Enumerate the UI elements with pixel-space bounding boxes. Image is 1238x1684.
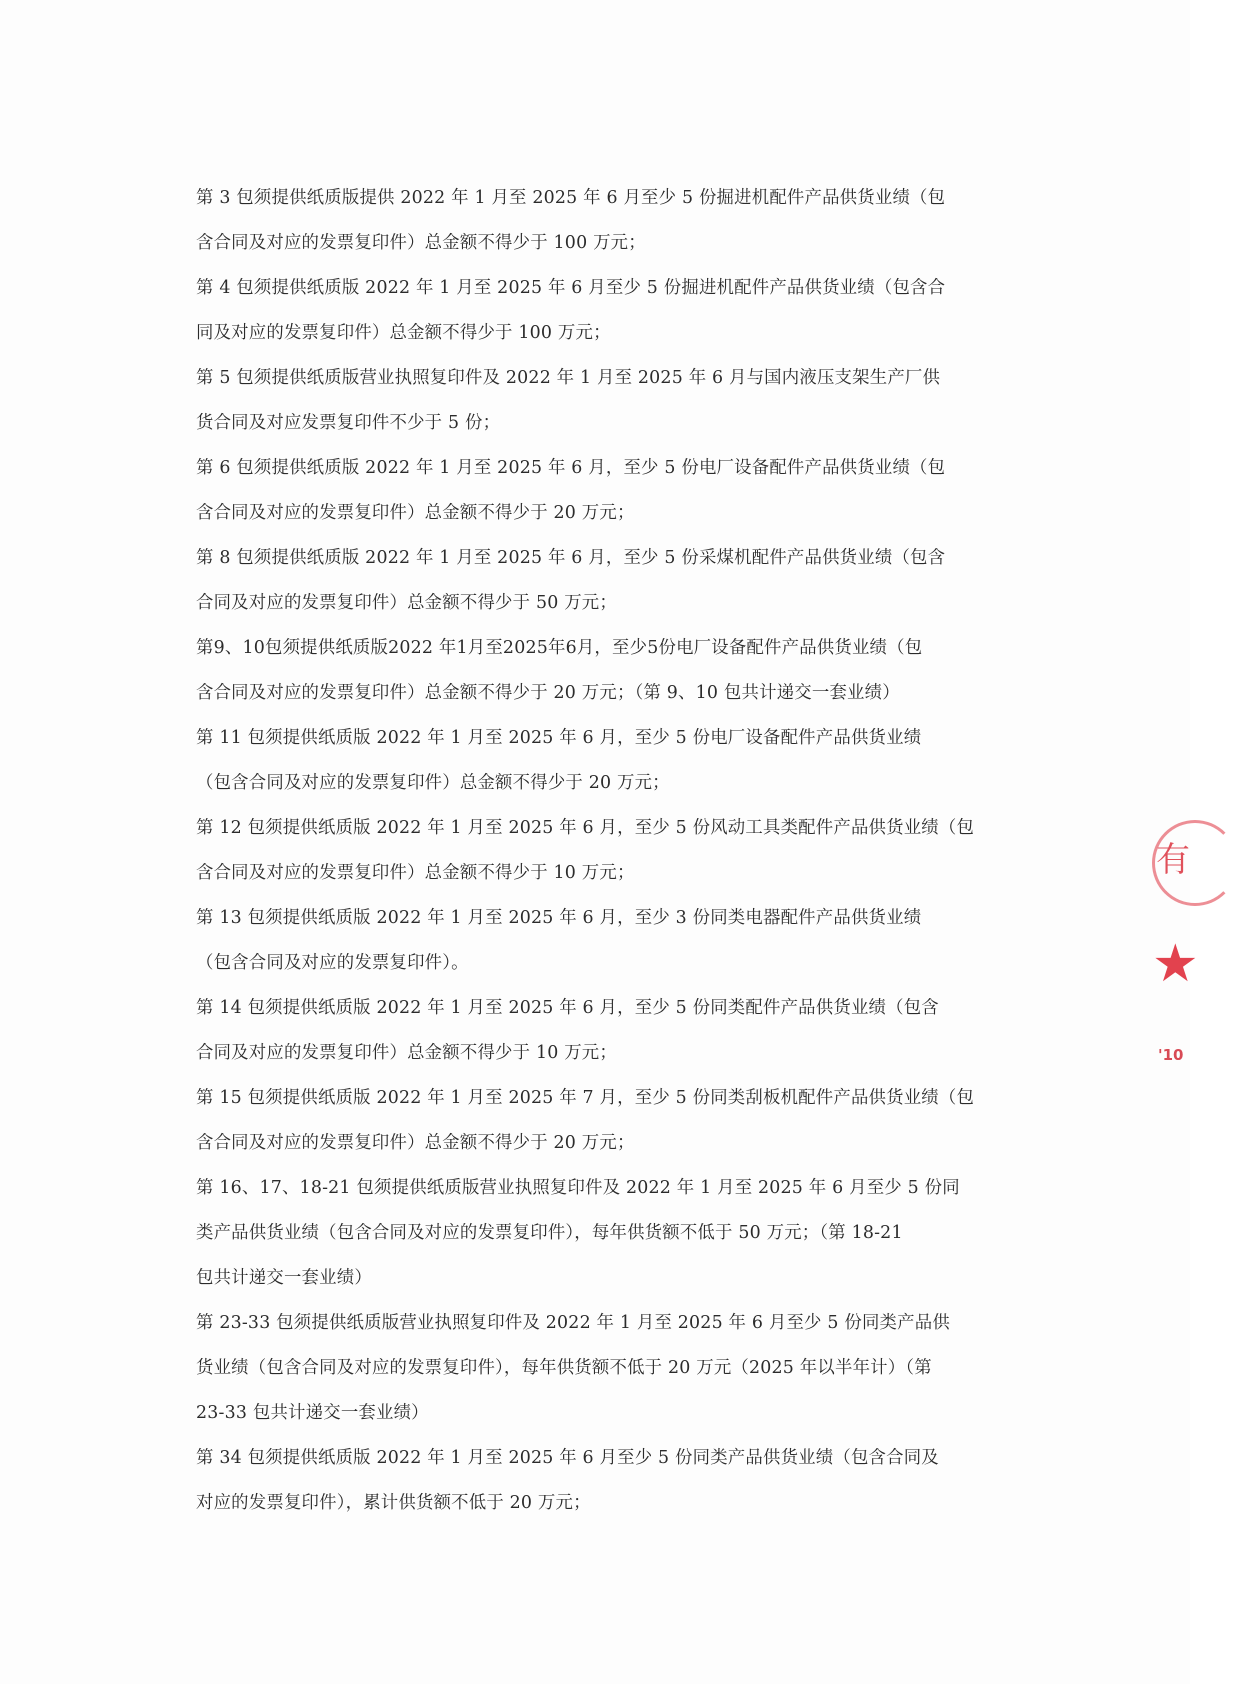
text-line: 第 13 包须提供纸质版 2022 年 1 月至 2025 年 6 月，至少 3 份同类电器配件产品供货业绩 (196, 908, 922, 928)
text-line: 对应的发票复印件），累计供货额不低于 20 万元； (196, 1493, 591, 1513)
seal-number: '10 (1158, 1046, 1184, 1064)
text-line: 货业绩（包含合同及对应的发票复印件），每年供货额不低于 20 万元（2025 年以半年计）（第 (196, 1358, 932, 1378)
text-line: 类产品供货业绩（包含合同及对应的发票复印件），每年供货额不低于 50 万元；（第 18-21 (196, 1223, 903, 1243)
text-line: 第9、10包须提供纸质版2022 年1月至2025年6月，至少5份电厂设备配件产品供货业绩（包 (196, 638, 923, 658)
text-line: 含合同及对应的发票复印件）总金额不得少于 20 万元； (196, 503, 635, 523)
text-line: 含合同及对应的发票复印件）总金额不得少于 20 万元；（第 9、10 包共计递交一套业绩） (196, 683, 900, 703)
text-line: 第 12 包须提供纸质版 2022 年 1 月至 2025 年 6 月，至少 5 份风动工具类配件产品供货业绩（包 (196, 818, 975, 838)
text-line: 第 8 包须提供纸质版 2022 年 1 月至 2025 年 6 月，至少 5 份采煤机配件产品供货业绩（包含 (196, 548, 946, 568)
text-line: 第 6 包须提供纸质版 2022 年 1 月至 2025 年 6 月，至少 5 份电厂设备配件产品供货业绩（包 (196, 458, 946, 478)
text-line: 第 5 包须提供纸质版营业执照复印件及 2022 年 1 月至 2025 年 6 月与国内液压支架生产厂供 (196, 368, 941, 388)
text-line: 含合同及对应的发票复印件）总金额不得少于 10 万元； (196, 863, 635, 883)
text-line: 含合同及对应的发票复印件）总金额不得少于 100 万元； (196, 233, 646, 253)
text-line: 第 23-33 包须提供纸质版营业执照复印件及 2022 年 1 月至 2025 年 6 月至少 5 份同类产品供 (196, 1313, 950, 1333)
document-body (196, 176, 992, 1526)
text-line: 第 11 包须提供纸质版 2022 年 1 月至 2025 年 6 月，至少 5 份电厂设备配件产品供货业绩 (196, 728, 922, 748)
text-line: 第 15 包须提供纸质版 2022 年 1 月至 2025 年 7 月，至少 5 份同类刮板机配件产品供货业绩（包 (196, 1088, 975, 1108)
text-line: 含合同及对应的发票复印件）总金额不得少于 20 万元； (196, 1133, 635, 1153)
seal-character: 有 (1156, 840, 1190, 880)
seal-star-icon: ★ (1152, 934, 1199, 994)
text-line: 第 4 包须提供纸质版 2022 年 1 月至 2025 年 6 月至少 5 份掘进机配件产品供货业绩（包含合 (196, 278, 946, 298)
text-line: （包含合同及对应的发票复印件）。 (196, 953, 469, 973)
text-line: 第 14 包须提供纸质版 2022 年 1 月至 2025 年 6 月，至少 5 份同类配件产品供货业绩（包含 (196, 998, 939, 1018)
text-line: 第 16、17、18-21 包须提供纸质版营业执照复印件及 2022 年 1 月至 2025 年 6 月至少 5 份同 (196, 1178, 960, 1198)
text-line: 包共计递交一套业绩） (196, 1268, 372, 1288)
text-line: 合同及对应的发票复印件）总金额不得少于 10 万元； (196, 1043, 617, 1063)
text-line: 第 34 包须提供纸质版 2022 年 1 月至 2025 年 6 月至少 5 份同类产品供货业绩（包含合同及 (196, 1448, 939, 1468)
text-line: 合同及对应的发票复印件）总金额不得少于 50 万元； (196, 593, 617, 613)
red-seal-stamp (1148, 820, 1199, 1100)
text-line: 同及对应的发票复印件）总金额不得少于 100 万元； (196, 323, 611, 343)
text-line: 23-33 包共计递交一套业绩） (196, 1403, 429, 1423)
text-line: 货合同及对应发票复印件不少于 5 份； (196, 413, 501, 433)
text-line: （包含合同及对应的发票复印件）总金额不得少于 20 万元； (196, 773, 670, 793)
text-line: 第 3 包须提供纸质版提供 2022 年 1 月至 2025 年 6 月至少 5 份掘进机配件产品供货业绩（包 (196, 188, 946, 208)
